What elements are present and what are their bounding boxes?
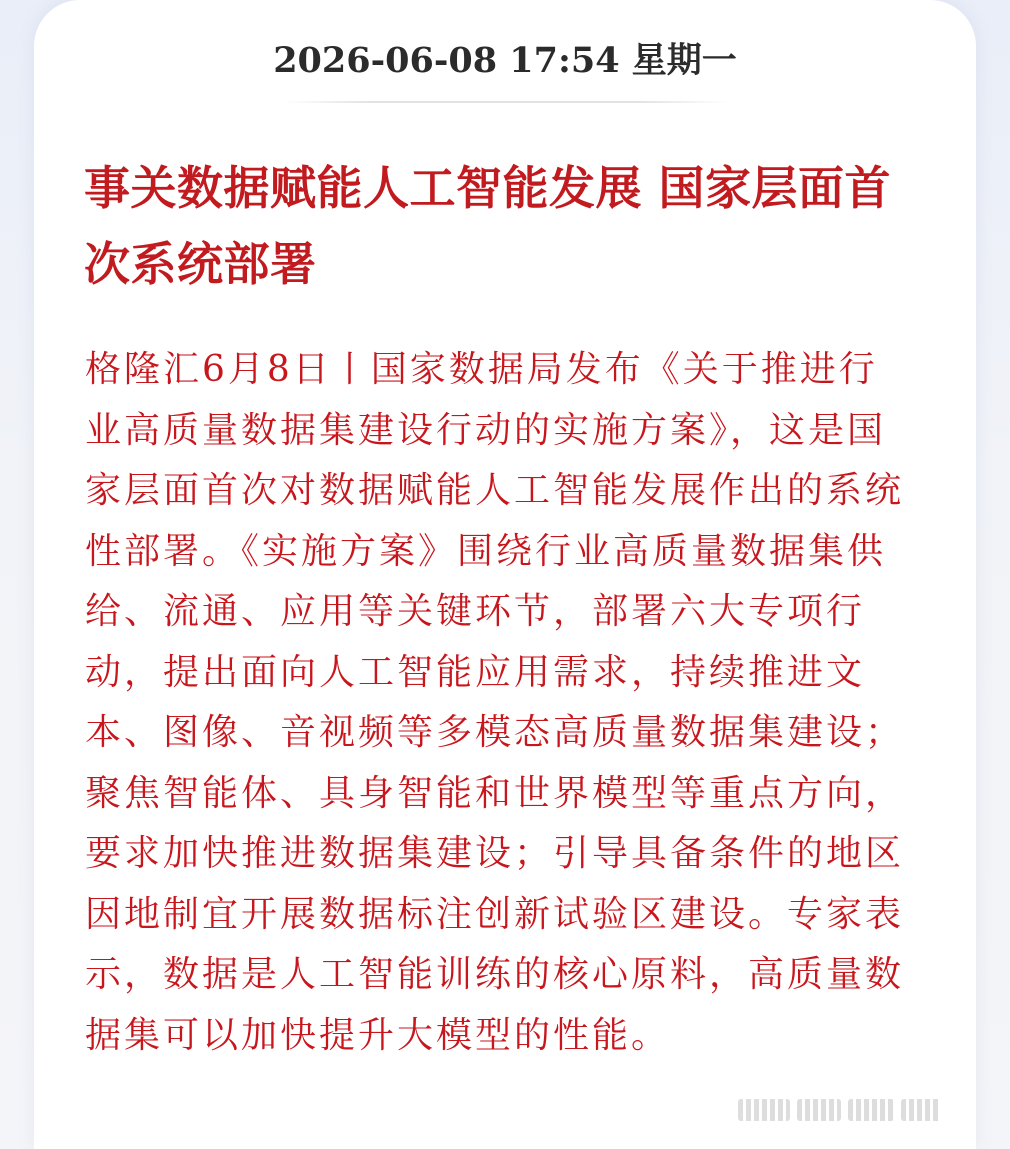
article-datetime: 2026-06-08 17:54 星期一	[273, 40, 737, 81]
article-headline: 事关数据赋能人工智能发展 国家层面首次系统部署	[84, 161, 892, 291]
article-body: 格隆汇6月8日丨国家数据局发布《关于推进行业高质量数据集建设行动的实施方案》，这是国家层面首次对数据赋能人工智能发展作出的系统性部署。《实施方案》围绕行业高质量数据集供给、流通、应用等关键环节，部署六大专项行动，提出面向人工智能应用需求，持续推进文本、图像、音视频等多模态高质量数据集建设；聚焦智能体、具身智能和世界模型等重点方向，要求加快推进数据集建设；引导具备条件的地区因地制宜开展数据标注创新试验区建设。专家表示，数据是人工智能训练的核心原料，高质量数据集可以加快提升大模型的性能。	[85, 349, 905, 1056]
watermark-segment	[901, 1099, 941, 1121]
watermark-segment	[738, 1099, 790, 1121]
datetime-divider	[282, 101, 728, 103]
watermark-segment	[797, 1099, 841, 1121]
article-card	[34, 0, 976, 1149]
watermark-segment	[848, 1099, 894, 1121]
watermark-logo	[738, 1093, 948, 1127]
